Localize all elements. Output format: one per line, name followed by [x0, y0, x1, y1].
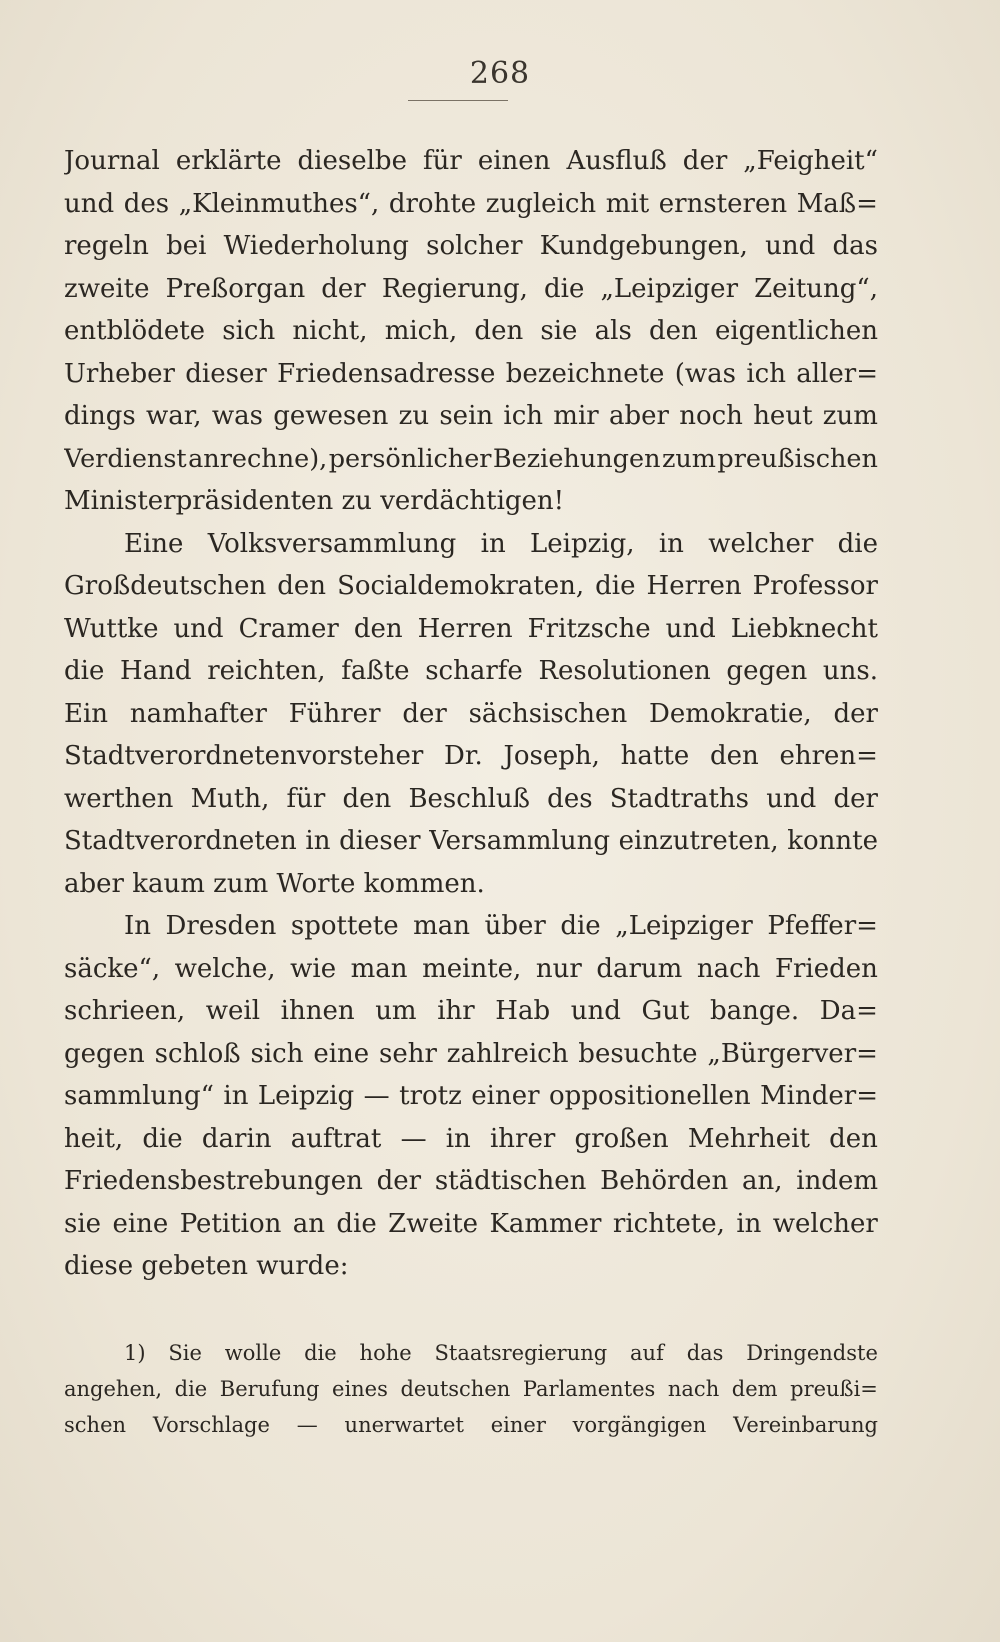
word: sich: [222, 316, 276, 346]
word: Stadtraths: [609, 783, 750, 814]
word: „Kleinmuthes“,: [178, 188, 380, 219]
word: des: [547, 783, 593, 814]
word: und: [570, 996, 621, 1026]
text-line: [64, 1203, 878, 1246]
word: städtischen: [434, 1166, 587, 1196]
word: großen: [574, 1123, 669, 1154]
word: —: [296, 1413, 318, 1437]
word: Großdeutschen: [64, 571, 267, 601]
word: nach: [696, 953, 761, 984]
word: den: [648, 316, 698, 346]
word: uns.: [822, 656, 878, 686]
word: hohe: [359, 1341, 412, 1365]
word: Resolutionen: [538, 656, 711, 686]
word: meinte,: [422, 953, 522, 984]
word: den: [342, 783, 392, 814]
word: zahlreich: [446, 1038, 569, 1069]
word: der: [402, 698, 447, 729]
word: dieselbe: [297, 146, 407, 176]
word: Beschluß: [408, 783, 531, 814]
word: vorgängigen: [572, 1413, 707, 1437]
word: Pfeffer=: [767, 911, 878, 941]
word: in: [445, 1123, 471, 1154]
word: für: [422, 146, 462, 176]
word: für: [286, 783, 326, 814]
word: der: [376, 1166, 422, 1196]
word: zugleich: [485, 188, 597, 219]
word: die: [837, 528, 878, 559]
word: persönlicher: [328, 443, 492, 474]
word: wurde:: [256, 1251, 349, 1281]
word: und: [665, 613, 716, 644]
word: zum: [213, 868, 277, 899]
text-line: [64, 608, 878, 651]
word: ihnen: [280, 996, 355, 1026]
word: Stadtverordneten: [64, 826, 297, 856]
page-number: 268: [469, 56, 531, 91]
text-line: [64, 820, 878, 863]
word: Hand: [120, 656, 192, 686]
word: mich,: [384, 316, 458, 346]
word: zweite: [64, 273, 150, 304]
word: Leipzig,: [530, 528, 635, 559]
word: nicht,: [292, 316, 368, 346]
word: die: [64, 656, 105, 686]
word: als: [594, 316, 632, 346]
word: um: [375, 996, 417, 1026]
word: an: [292, 1208, 325, 1239]
word: spottete: [290, 911, 399, 941]
word: —: [400, 1123, 427, 1154]
word: Friedensbestrebungen: [64, 1166, 363, 1196]
word: den: [277, 571, 327, 601]
text-line: [64, 1160, 878, 1203]
word: der: [682, 146, 728, 176]
word: Wuttke: [64, 613, 159, 644]
word: schen: [64, 1413, 127, 1437]
word: einen: [477, 146, 551, 176]
word: eine: [112, 1208, 169, 1239]
word: in: [223, 1081, 249, 1111]
word: solcher: [426, 231, 523, 261]
text-line: [64, 140, 878, 183]
word: indem: [796, 1166, 878, 1196]
word: dem: [731, 1377, 778, 1401]
word: das: [832, 231, 878, 261]
word: (was: [674, 358, 736, 389]
word: Ein: [64, 698, 109, 729]
text-line: [64, 735, 878, 778]
word: werthen: [64, 783, 174, 814]
word: Frieden: [774, 953, 878, 984]
word: zum: [822, 401, 878, 431]
word: ihrer: [489, 1123, 556, 1154]
word: schrieen,: [64, 996, 186, 1026]
word: den: [709, 741, 759, 771]
word: eine: [313, 1038, 370, 1069]
word: bezeichnete: [505, 358, 665, 389]
word: die: [336, 1208, 377, 1239]
word: der: [833, 698, 878, 729]
word: —: [363, 1081, 390, 1111]
word: Behörden: [600, 1166, 729, 1196]
word: verdächtigen!: [380, 486, 565, 516]
word: Vereinbarung: [733, 1413, 878, 1437]
footnote: [64, 1335, 878, 1443]
word: Mehrheit: [687, 1123, 810, 1154]
word: Fritzsche: [527, 613, 651, 644]
word: aber: [608, 401, 669, 431]
text-line: [64, 1118, 878, 1161]
word: kaum: [132, 868, 214, 899]
word: sich: [250, 1038, 304, 1069]
word: ich: [746, 358, 786, 389]
word: die: [544, 273, 585, 304]
text-line: [64, 948, 878, 991]
word: dieser: [339, 826, 421, 856]
word: Journal: [64, 146, 160, 176]
word: was: [211, 401, 263, 431]
word: sein: [439, 401, 494, 431]
word: Demokratie,: [649, 698, 812, 729]
word: regeln: [64, 231, 149, 261]
word: trotz: [399, 1081, 462, 1111]
word: Liebknecht: [730, 613, 878, 644]
word: auftrat: [290, 1123, 382, 1154]
word: welche,: [174, 953, 276, 984]
word: Minder=: [760, 1081, 878, 1111]
word: Friedensadresse: [277, 358, 496, 389]
word: preußischen: [717, 443, 878, 474]
word: reichten,: [207, 656, 326, 686]
text-line: [64, 990, 878, 1033]
text-line: [64, 650, 878, 693]
word: deutschen: [400, 1377, 511, 1401]
text-line: [64, 905, 878, 948]
text-line: [64, 1245, 878, 1288]
footnote-line: [64, 1371, 878, 1407]
word: Worte: [276, 868, 364, 899]
word: ich: [503, 401, 544, 431]
body-text: [64, 140, 878, 1288]
word: eigentlichen: [714, 316, 878, 346]
word: an,: [741, 1166, 783, 1196]
word: dings: [64, 401, 136, 431]
text-line: [64, 353, 878, 396]
word: Leipzig: [257, 1081, 355, 1111]
word: sächsischen: [468, 698, 628, 729]
word: Socialdemokraten,: [337, 571, 585, 601]
word: richtete,: [612, 1208, 725, 1239]
word: Versammlung: [429, 826, 611, 856]
text-line: [64, 480, 878, 523]
text-line: [64, 523, 878, 566]
word: Dringendste: [746, 1341, 878, 1365]
word: bei: [166, 231, 207, 261]
word: Gut: [641, 996, 690, 1026]
word: Urheber: [64, 358, 175, 389]
word: Zweite: [388, 1208, 479, 1239]
word: heit,: [64, 1123, 124, 1154]
word: Professor: [752, 571, 878, 601]
word: gewesen: [273, 401, 389, 431]
word: Kammer: [489, 1208, 602, 1239]
word: mir: [553, 401, 599, 431]
word: den: [353, 613, 403, 644]
word: Regierung,: [381, 273, 528, 304]
word: sie: [540, 316, 578, 346]
word: Herren: [646, 571, 742, 601]
word: Berufung: [219, 1377, 320, 1401]
text-line: [64, 225, 878, 268]
word: den: [474, 316, 524, 346]
word: wolle: [224, 1341, 282, 1365]
word: man: [350, 953, 408, 984]
word: gegen: [64, 1038, 145, 1069]
word: Eine: [124, 528, 184, 559]
word: Herren: [417, 613, 513, 644]
word: oppositionellen: [549, 1081, 751, 1111]
word: scharfe: [425, 656, 523, 686]
word: sie: [64, 1208, 102, 1239]
word: eines: [332, 1377, 388, 1401]
word: sehr: [379, 1038, 437, 1069]
word: In: [124, 911, 152, 941]
word: säcke“,: [64, 953, 161, 984]
word: besuchte: [578, 1038, 698, 1069]
text-line: [64, 395, 878, 438]
word: welcher: [772, 1208, 878, 1239]
word: konnte: [787, 826, 878, 856]
word: erklärte: [175, 146, 282, 176]
word: den: [829, 1123, 878, 1154]
word: einzutreten,: [618, 826, 779, 856]
word: angehen,: [64, 1377, 163, 1401]
word: in: [736, 1208, 762, 1239]
footnote-line: [64, 1407, 878, 1443]
word: Petition: [179, 1208, 282, 1239]
word: das: [686, 1341, 724, 1365]
word: Dr.: [444, 741, 483, 771]
word: entblödete: [64, 316, 206, 346]
text-line: [64, 1075, 878, 1118]
word: schloß: [154, 1038, 241, 1069]
word: „Bürgerver=: [707, 1038, 878, 1069]
footnote-line: [64, 1335, 878, 1371]
word: Da=: [819, 996, 878, 1026]
text-line: [64, 1033, 878, 1076]
word: in: [480, 528, 506, 559]
word: und: [173, 613, 224, 644]
word: Zeitung“,: [754, 273, 878, 304]
word: des: [123, 188, 170, 219]
word: aller=: [796, 358, 878, 389]
word: Hab: [495, 996, 551, 1026]
word: man: [413, 911, 471, 941]
word: 1): [124, 1341, 146, 1365]
word: über: [484, 911, 546, 941]
word: einer: [490, 1413, 546, 1437]
word: Beziehungen: [492, 443, 661, 474]
word: heut: [753, 401, 813, 431]
word: darin: [201, 1123, 272, 1154]
word: bange.: [710, 996, 800, 1026]
word: die: [174, 1377, 208, 1401]
word: Kundgebungen,: [539, 231, 748, 261]
word: in: [305, 826, 331, 856]
word: Verdienst: [64, 443, 187, 474]
word: „Feigheit“: [743, 146, 878, 176]
word: die: [142, 1123, 183, 1154]
word: zu: [341, 486, 381, 516]
word: welcher: [708, 528, 814, 559]
word: „Leipziger: [600, 273, 738, 304]
word: faßte: [341, 656, 410, 686]
word: drohte: [388, 188, 477, 219]
word: in: [658, 528, 684, 559]
word: noch: [679, 401, 743, 431]
word: aber: [64, 868, 133, 899]
word: und: [766, 783, 817, 814]
word: Ausfluß: [566, 146, 667, 176]
word: Volksversammlung: [207, 528, 457, 559]
word: ernsteren: [658, 188, 788, 219]
word: Dresden: [165, 911, 277, 941]
word: Preßorgan: [165, 273, 306, 304]
word: einer: [471, 1081, 540, 1111]
word: Muth,: [190, 783, 270, 814]
word: anrechne),: [188, 443, 328, 474]
word: Staatsregierung: [434, 1341, 608, 1365]
word: Sie: [168, 1341, 202, 1365]
word: preußi=: [790, 1377, 878, 1401]
word: ehren=: [779, 741, 878, 771]
word: Wiederholung: [223, 231, 409, 261]
word: Cramer: [238, 613, 339, 644]
word: „Leipziger: [615, 911, 753, 941]
word: sammlung“: [64, 1081, 214, 1111]
text-line: [64, 863, 878, 906]
word: die: [304, 1341, 337, 1365]
word: weil: [205, 996, 261, 1026]
word: der: [833, 783, 878, 814]
word: Ministerpräsidenten: [64, 486, 342, 516]
word: kommen.: [363, 868, 485, 899]
word: zu: [398, 401, 430, 431]
text-line: [64, 778, 878, 821]
text-line: [64, 565, 878, 608]
word: gebeten: [141, 1251, 257, 1281]
word: die: [560, 911, 601, 941]
word: Vorschlage: [152, 1413, 270, 1437]
word: darum: [596, 953, 683, 984]
header-rule: [408, 100, 508, 101]
word: ihr: [437, 996, 475, 1026]
word: mit: [605, 188, 650, 219]
word: und: [765, 231, 816, 261]
word: zum: [661, 443, 716, 474]
word: auf: [630, 1341, 664, 1365]
word: dieser: [185, 358, 267, 389]
text-line: [64, 183, 878, 226]
word: hatte: [620, 741, 690, 771]
text-line: [64, 438, 878, 481]
text-line: [64, 310, 878, 353]
word: nach: [667, 1377, 720, 1401]
word: namhafter: [129, 698, 267, 729]
word: die: [595, 571, 636, 601]
word: nur: [535, 953, 582, 984]
word: Joseph,: [503, 741, 600, 771]
word: Stadtverordnetenvorsteher: [64, 741, 424, 771]
word: und: [64, 188, 115, 219]
word: Maß=: [796, 188, 878, 219]
word: Parlamentes: [522, 1377, 656, 1401]
word: diese: [64, 1251, 142, 1281]
word: wie: [290, 953, 337, 984]
word: war,: [145, 401, 202, 431]
word: Führer: [288, 698, 381, 729]
word: unerwartet: [344, 1413, 464, 1437]
word: gegen: [726, 656, 808, 686]
word: der: [321, 273, 366, 304]
text-line: [64, 693, 878, 736]
text-line: [64, 268, 878, 311]
